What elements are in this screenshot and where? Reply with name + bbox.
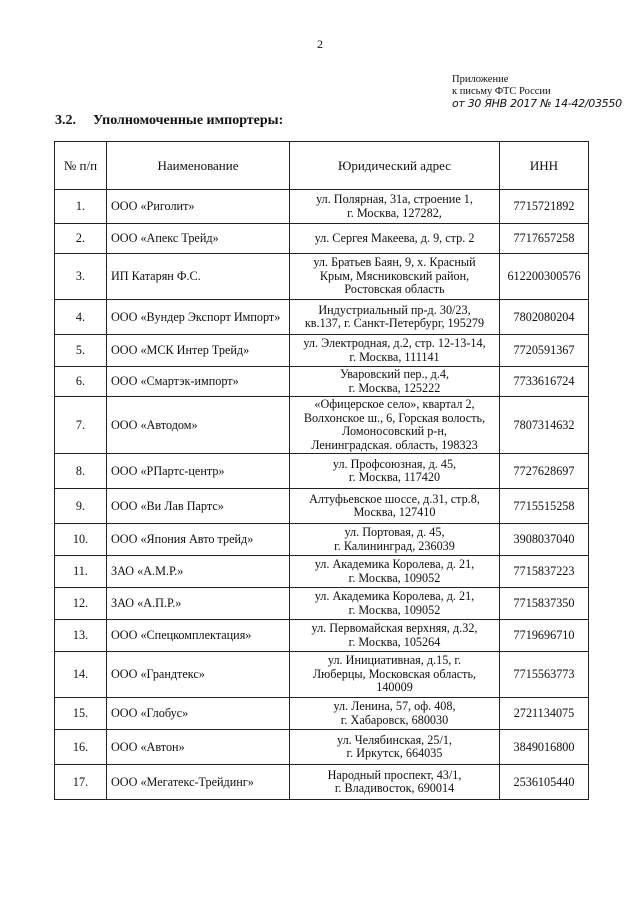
appendix-block bbox=[452, 74, 622, 110]
legal-address bbox=[290, 489, 500, 524]
address-line: г. Москва, 111141 bbox=[349, 349, 440, 364]
inn-value: 3849016800 bbox=[500, 730, 589, 765]
table-row bbox=[55, 454, 589, 489]
importer-name: ООО «Япония Авто трейд» bbox=[107, 524, 290, 556]
legal-address bbox=[290, 335, 500, 367]
inn-value: 7715563773 bbox=[500, 652, 589, 698]
importer-name: ООО «Мегатекс-Трейдинг» bbox=[107, 765, 290, 800]
importer-name: ООО «Автодом» bbox=[107, 397, 290, 454]
table-row bbox=[55, 397, 589, 454]
legal-address bbox=[290, 224, 500, 254]
legal-address bbox=[290, 730, 500, 765]
address-line: ул. Первомайская верхняя, д.32, bbox=[311, 621, 478, 635]
table-row bbox=[55, 224, 589, 254]
address-line: г. Хабаровск, 680030 bbox=[340, 712, 449, 727]
importer-name: ООО «Смартэк-импорт» bbox=[107, 367, 290, 397]
importer-name: ЗАО «А.П.Р.» bbox=[107, 588, 290, 620]
legal-address bbox=[290, 588, 500, 620]
legal-address bbox=[290, 190, 500, 224]
inn-value: 7717657258 bbox=[500, 224, 589, 254]
header-name: Наименование bbox=[107, 142, 290, 190]
section-number: 3.2. bbox=[55, 113, 76, 128]
importer-name: ООО «Вундер Экспорт Импорт» bbox=[107, 300, 290, 335]
address-line: г. Иркутск, 664035 bbox=[346, 746, 443, 760]
table-row bbox=[55, 300, 589, 335]
address-line: Индустриальный пр-д. 30/23, bbox=[318, 302, 471, 317]
address-line: Волхонское ш., 6, Горская волость, bbox=[303, 410, 486, 425]
header-inn: ИНН bbox=[500, 142, 589, 190]
table-row bbox=[55, 620, 589, 652]
address-line: г. Москва, 105264 bbox=[348, 634, 441, 649]
address-line: г. Москва, 117420 bbox=[348, 470, 441, 484]
address-line: ул. Полярная, 31а, строение 1, bbox=[316, 192, 473, 206]
importer-name: ООО «Автон» bbox=[107, 730, 290, 765]
table-row bbox=[55, 588, 589, 620]
address-line: Народный проспект, 43/1, bbox=[327, 767, 462, 782]
address-line: г. Владивосток, 690014 bbox=[334, 781, 455, 795]
row-number: 1. bbox=[55, 190, 107, 224]
address-line: Ленинградская. область, 198323 bbox=[311, 437, 478, 452]
address-line: г. Москва, 125222 bbox=[348, 380, 441, 395]
inn-value: 7802080204 bbox=[500, 300, 589, 335]
row-number: 12. bbox=[55, 588, 107, 620]
address-line: Уваровский пер., д.4, bbox=[339, 367, 450, 381]
inn-value: 7720591367 bbox=[500, 335, 589, 367]
inn-value: 7719696710 bbox=[500, 620, 589, 652]
legal-address bbox=[290, 524, 500, 556]
address-line: Москва, 127410 bbox=[353, 505, 436, 519]
importer-name: ООО «Апекс Трейд» bbox=[107, 224, 290, 254]
legal-address bbox=[290, 300, 500, 335]
address-line: г. Москва, 127282, bbox=[347, 205, 442, 220]
legal-address bbox=[290, 652, 500, 698]
legal-address bbox=[290, 765, 500, 800]
address-line: «Офицерское село», квартал 2, bbox=[314, 397, 475, 411]
table-row bbox=[55, 489, 589, 524]
legal-address bbox=[290, 397, 500, 454]
header-address: Юридический адрес bbox=[290, 142, 500, 190]
inn-value: 612200300576 bbox=[500, 254, 589, 300]
inn-value: 7715515258 bbox=[500, 489, 589, 524]
row-number: 2. bbox=[55, 224, 107, 254]
importer-name: ООО «МСК Интер Трейд» bbox=[107, 335, 290, 367]
address-line: ул. Профсоюзная, д. 45, bbox=[332, 456, 457, 471]
address-line: ул. Электродная, д.2, стр. 12-13-14, bbox=[303, 336, 486, 350]
section-heading bbox=[55, 113, 283, 129]
inn-value: 2721134075 bbox=[500, 698, 589, 730]
appendix-line-2: к письму ФТС России bbox=[452, 86, 551, 97]
address-line: г. Москва, 109052 bbox=[348, 570, 441, 585]
importer-name: ООО «РПартс-центр» bbox=[107, 454, 290, 489]
row-number: 8. bbox=[55, 454, 107, 489]
row-number: 11. bbox=[55, 556, 107, 588]
importers-table bbox=[54, 141, 589, 800]
row-number: 3. bbox=[55, 254, 107, 300]
address-line: ул. Академика Королева, д. 21, bbox=[314, 557, 475, 571]
legal-address bbox=[290, 698, 500, 730]
importer-name: ООО «Грандтекс» bbox=[107, 652, 290, 698]
legal-address bbox=[290, 454, 500, 489]
table-header-row bbox=[55, 142, 589, 190]
address-line: ул. Портовая, д. 45, bbox=[344, 525, 445, 539]
row-number: 14. bbox=[55, 652, 107, 698]
row-number: 4. bbox=[55, 300, 107, 335]
address-line: ул. Академика Королева, д. 21, bbox=[314, 589, 475, 603]
inn-value: 7715837223 bbox=[500, 556, 589, 588]
inn-value: 7715721892 bbox=[500, 190, 589, 224]
address-line: 140009 bbox=[376, 680, 413, 695]
table-row bbox=[55, 367, 589, 397]
table-row bbox=[55, 730, 589, 765]
address-line: г. Калининград, 236039 bbox=[334, 538, 455, 553]
address-line: г. Москва, 109052 bbox=[348, 602, 441, 617]
row-number: 10. bbox=[55, 524, 107, 556]
address-line: ул. Сергея Макеева, д. 9, стр. 2 bbox=[314, 230, 475, 245]
address-line: Ростовская область bbox=[344, 282, 445, 297]
inn-value: 7733616724 bbox=[500, 367, 589, 397]
table-row bbox=[55, 335, 589, 367]
importer-name: ЗАО «А.М.Р.» bbox=[107, 556, 290, 588]
inn-value: 7807314632 bbox=[500, 397, 589, 454]
table-row bbox=[55, 190, 589, 224]
address-line: кв.137, г. Санкт-Петербург, 195279 bbox=[304, 316, 485, 330]
row-number: 16. bbox=[55, 730, 107, 765]
address-line: Крым, Мясниковский район, bbox=[319, 268, 470, 283]
inn-value: 3908037040 bbox=[500, 524, 589, 556]
appendix-line-1: Приложение bbox=[452, 74, 509, 85]
legal-address bbox=[290, 254, 500, 300]
table-row bbox=[55, 652, 589, 698]
address-line: ул. Челябинская, 25/1, bbox=[337, 732, 452, 747]
row-number: 6. bbox=[55, 367, 107, 397]
inn-value: 2536105440 bbox=[500, 765, 589, 800]
address-line: ул. Инициативная, д.15, г. bbox=[327, 653, 462, 668]
table-row bbox=[55, 698, 589, 730]
row-number: 9. bbox=[55, 489, 107, 524]
table-row bbox=[55, 524, 589, 556]
importer-name: ООО «Спецкомплектация» bbox=[107, 620, 290, 652]
importer-name: ООО «Ви Лав Партс» bbox=[107, 489, 290, 524]
importer-name: ИП Катарян Ф.С. bbox=[107, 254, 290, 300]
row-number: 15. bbox=[55, 698, 107, 730]
header-num: № п/п bbox=[55, 142, 107, 190]
importer-name: ООО «Глобус» bbox=[107, 698, 290, 730]
address-line: Люберцы, Московская область, bbox=[312, 666, 477, 681]
page-number: 2 bbox=[317, 37, 323, 51]
row-number: 5. bbox=[55, 335, 107, 367]
legal-address bbox=[290, 620, 500, 652]
table-row bbox=[55, 254, 589, 300]
importer-name: ООО «Риголит» bbox=[107, 190, 290, 224]
legal-address bbox=[290, 367, 500, 397]
inn-value: 7715837350 bbox=[500, 588, 589, 620]
address-line: ул. Ленина, 57, оф. 408, bbox=[333, 699, 456, 713]
row-number: 7. bbox=[55, 397, 107, 454]
legal-address bbox=[290, 556, 500, 588]
inn-value: 7727628697 bbox=[500, 454, 589, 489]
row-number: 17. bbox=[55, 765, 107, 800]
address-line: ул. Братьев Баян, 9, х. Красный bbox=[313, 255, 476, 270]
table-row bbox=[55, 765, 589, 800]
address-line: Алтуфьевское шоссе, д.31, стр.8, bbox=[309, 491, 480, 506]
row-number: 13. bbox=[55, 620, 107, 652]
address-line: Ломоносовский р-н, bbox=[342, 424, 447, 438]
table-row bbox=[55, 556, 589, 588]
appendix-letter-ref: от 30 ЯНВ 2017 № 14-42/03550 bbox=[452, 97, 622, 110]
section-title: Уполномоченные импортеры: bbox=[93, 113, 284, 128]
